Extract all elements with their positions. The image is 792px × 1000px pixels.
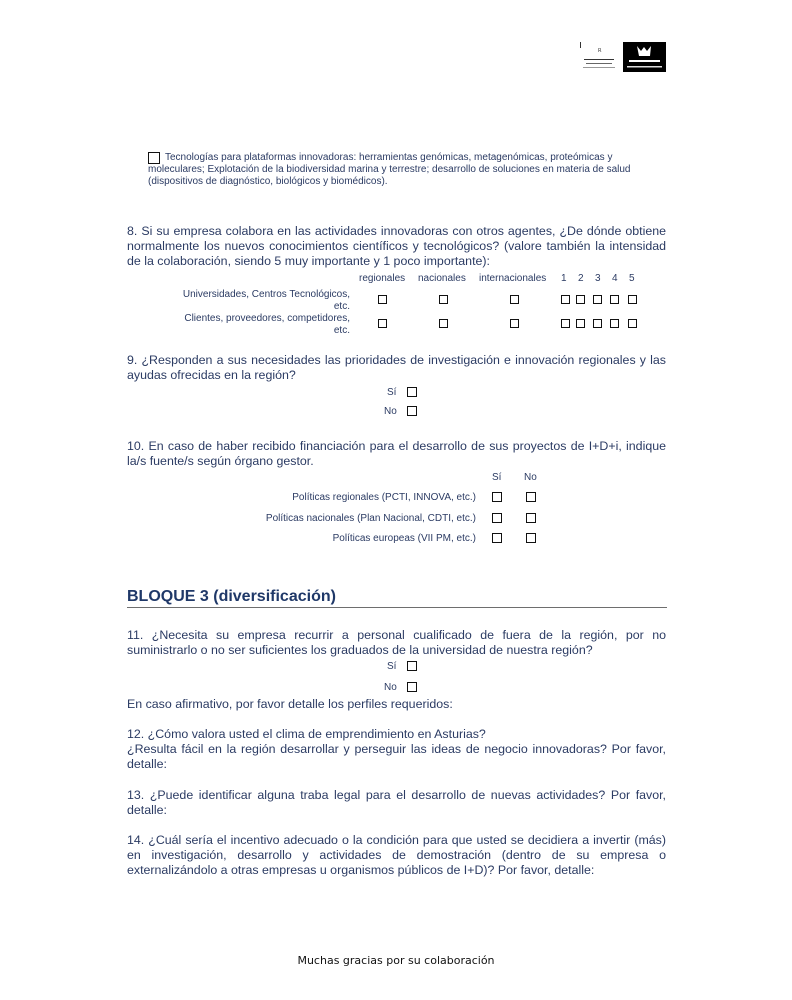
institution-logo-right: [623, 42, 666, 72]
question-14: 14. ¿Cuál sería el incentivo adecuado o la condición para que usted se decidiera a invertir (más) en investigación, desarrollo y actividades de demostración (dentro de su empresa o externalizándolo a otras empresas u organismos públicos de I+D)? Por favor, detalle:: [127, 833, 666, 877]
q8-row-universities-label: Universidades, Centros Tecnológicos, etc.: [182, 289, 350, 312]
q10-row-european-label: Políticas europeas (VII PM, etc.): [332, 533, 476, 544]
q9-yes-checkbox[interactable]: [407, 387, 417, 397]
block-3-heading: BLOQUE 3 (diversificación): [127, 588, 336, 605]
q10-regional-yes-checkbox[interactable]: [492, 492, 502, 502]
question-13: 13. ¿Puede identificar alguna traba legal para el desarrollo de nuevas actividades? Por favor, detalle:: [127, 788, 666, 817]
question-12: 12. ¿Cómo valora usted el clima de emprendimiento en Asturias? ¿Resulta fácil en la región desarrollar y perseguir las ideas de negocio innovadoras? Por favor, detalle:: [127, 727, 666, 771]
q8-col-regionales: regionales: [359, 273, 406, 284]
platform-technologies-text: Tecnologías para plataformas innovadoras: herramientas genómicas, metagenómicas, proteómicas y moleculares; Explotación de la biodiversidad marina y terrestre; desarrollo de soluciones en materia de salud (dispositivos de diagnóstico, biológicos y biomédicos).: [148, 152, 631, 187]
q10-col-no: No: [524, 472, 537, 483]
q8-col-1: 1: [561, 273, 567, 284]
q8-row-clients-label: Clientes, proveedores, competidores, etc.: [184, 313, 350, 336]
q11-followup: En caso afirmativo, por favor detalle los perfiles requeridos:: [127, 697, 453, 711]
q8-col-2: 2: [578, 273, 584, 284]
q8-universities-rating-5-checkbox[interactable]: [628, 295, 637, 304]
heading-divider: [127, 607, 667, 608]
q9-yes-label: Sí: [387, 387, 397, 398]
q10-european-no-checkbox[interactable]: [526, 533, 536, 543]
q8-universities-rating-4-checkbox[interactable]: [610, 295, 619, 304]
q8-universities-regional-checkbox[interactable]: [378, 295, 387, 304]
question-9: 9. ¿Responden a sus necesidades las prioridades de investigación e innovación regionales y las ayudas ofrecidas en la región?: [127, 353, 666, 382]
q10-national-yes-checkbox[interactable]: [492, 513, 502, 523]
q9-no-label: No: [384, 406, 397, 417]
q10-row-national-label: Políticas nacionales (Plan Nacional, CDTI, etc.): [265, 513, 476, 524]
q8-col-nacionales: nacionales: [418, 273, 466, 284]
question-10: 10. En caso de haber recibido financiación para el desarrollo de sus proyectos de I+D+i, indique la/s fuente/s según órgano gestor.: [127, 439, 666, 468]
q10-col-yes: Sí: [492, 472, 502, 483]
q8-universities-international-checkbox[interactable]: [510, 295, 519, 304]
q8-col-5: 5: [629, 273, 635, 284]
q8-clients-rating-2-checkbox[interactable]: [576, 319, 585, 328]
q8-universities-national-checkbox[interactable]: [439, 295, 448, 304]
q8-col-3: 3: [595, 273, 601, 284]
q8-universities-rating-3-checkbox[interactable]: [593, 295, 602, 304]
institution-logo-left: [580, 42, 618, 72]
q11-yes-label: Sí: [387, 661, 397, 672]
q8-clients-rating-3-checkbox[interactable]: [593, 319, 602, 328]
q8-clients-rating-5-checkbox[interactable]: [628, 319, 637, 328]
q8-universities-rating-2-checkbox[interactable]: [576, 295, 585, 304]
q8-clients-rating-4-checkbox[interactable]: [610, 319, 619, 328]
q8-clients-international-checkbox[interactable]: [510, 319, 519, 328]
q11-yes-checkbox[interactable]: [407, 661, 417, 671]
q9-no-checkbox[interactable]: [407, 406, 417, 416]
q11-no-checkbox[interactable]: [407, 682, 417, 692]
q11-no-label: No: [384, 682, 397, 693]
q10-national-no-checkbox[interactable]: [526, 513, 536, 523]
q8-clients-regional-checkbox[interactable]: [378, 319, 387, 328]
q8-clients-rating-1-checkbox[interactable]: [561, 319, 570, 328]
q8-clients-national-checkbox[interactable]: [439, 319, 448, 328]
q10-regional-no-checkbox[interactable]: [526, 492, 536, 502]
q8-col-internacionales: internacionales: [479, 273, 547, 284]
footer-thanks: Muchas gracias por su colaboración: [297, 954, 495, 967]
q8-universities-rating-1-checkbox[interactable]: [561, 295, 570, 304]
q10-european-yes-checkbox[interactable]: [492, 533, 502, 543]
question-8: 8. Si su empresa colabora en las actividades innovadoras con otros agentes, ¿De dónde obtiene normalmente los nuevos conocimientos científicos y tecnológicos? (valore también la intensidad de la colaboración, siendo 5 muy importante y 1 poco importante):: [127, 224, 666, 268]
svg-text:R: R: [598, 48, 602, 54]
q8-col-4: 4: [612, 273, 618, 284]
question-11: 11. ¿Necesita su empresa recurrir a personal cualificado de fuera de la región, por no suministrarlo o no ser suficientes los graduados de la universidad de nuestra región?: [127, 628, 666, 657]
q10-row-regional-label: Políticas regionales (PCTI, INNOVA, etc.): [292, 492, 476, 503]
